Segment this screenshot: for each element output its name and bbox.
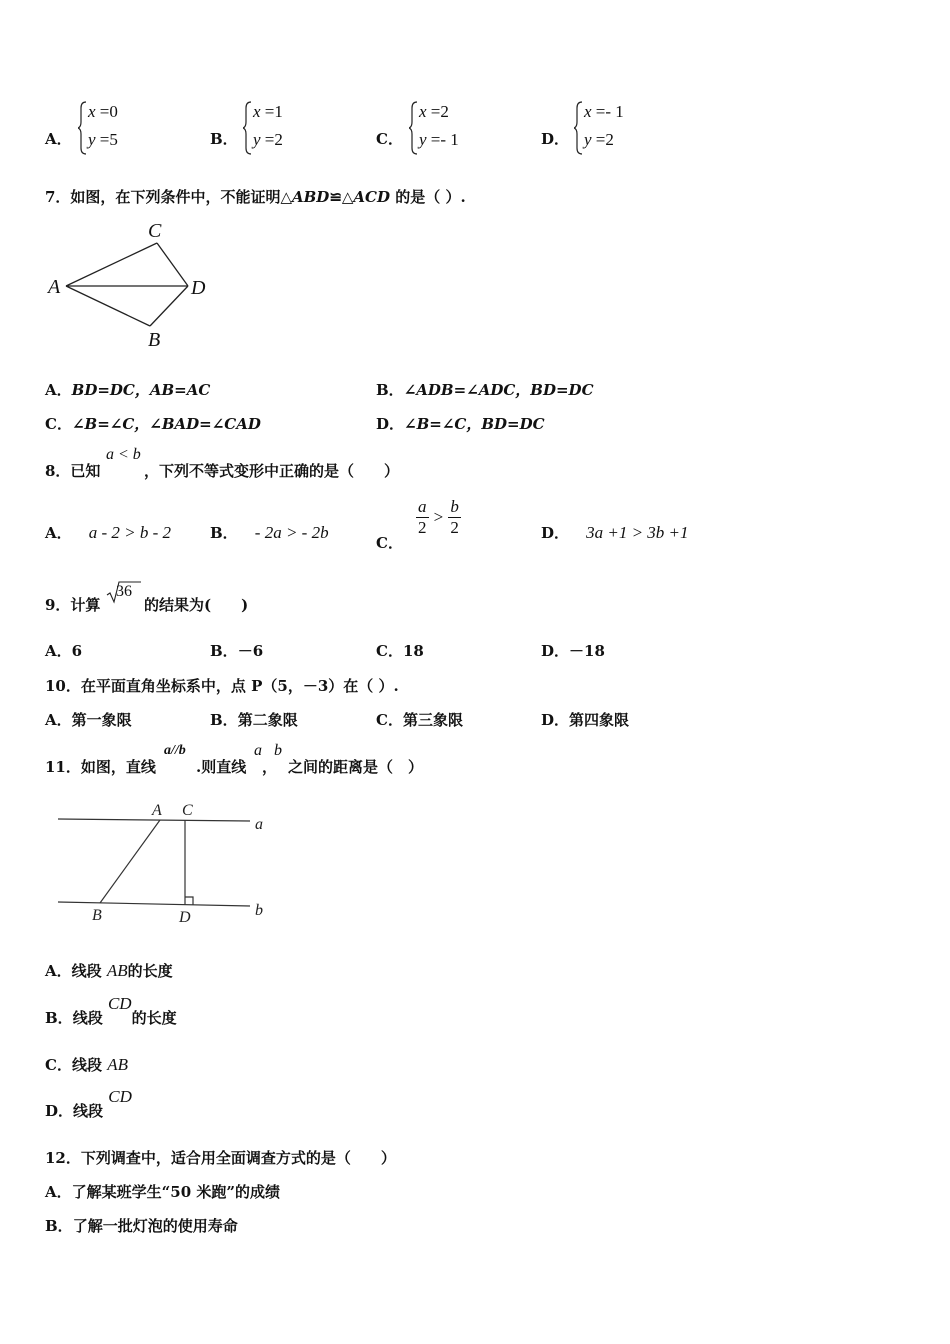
brace-icon [78, 100, 88, 156]
q11-parallel: a//b [164, 743, 186, 758]
q11-figure [50, 795, 280, 930]
q10-option-a-text: 第一象限 [71, 711, 132, 729]
q7-option-d[interactable] [376, 413, 545, 434]
q8-option-b[interactable] [210, 522, 329, 543]
q9-option-c-label: C． [376, 642, 403, 660]
q7-label-b: B [148, 329, 161, 351]
q8-option-a-label: A． [45, 524, 72, 542]
q8-option-d-text: 3a +1 > 3b +1 [586, 523, 689, 542]
q8-stem [45, 460, 100, 481]
q9-stem-suffix: 的结果为( ) [144, 596, 249, 614]
q7-option-c-text: ∠B=∠C，∠BAD=∠CAD [71, 415, 261, 433]
q6-a-eq2-val: =5 [99, 130, 118, 149]
q6-option-c-label: C． [376, 130, 403, 148]
q6-a-eq1-val: =0 [99, 102, 118, 121]
q6-option-d-label: D． [541, 130, 570, 148]
q7-label-a: A [48, 276, 61, 298]
q7-option-b[interactable] [376, 379, 594, 400]
q9-option-b[interactable] [210, 640, 263, 661]
q6-b-eq1-var: x [253, 102, 261, 121]
q6-option-d-system [574, 100, 664, 156]
q8-option-c-frac-1 [416, 497, 429, 538]
q8-option-c-label: C． [376, 534, 403, 552]
q9-option-d-text: －18 [569, 642, 605, 660]
q9-option-a-label: A． [45, 642, 72, 660]
q6-b-eq1-val: =1 [264, 102, 283, 121]
brace-icon [243, 100, 253, 156]
q11-option-c[interactable] [45, 1054, 128, 1075]
q10-stem: 10．在平面直角坐标系中，点 P（5，－3）在（ ）. [45, 677, 399, 695]
q9-option-c[interactable] [376, 640, 424, 661]
q12-option-a-label: A． [45, 1183, 72, 1201]
q8-c-frac1-num: a [418, 497, 427, 516]
q9-option-a-text: 6 [71, 642, 83, 660]
q11-stem-suffix: 之间的距离是（ ） [288, 758, 424, 776]
q11-option-a[interactable] [45, 960, 173, 981]
right-angle-icon [185, 897, 193, 905]
q11-option-a-seg: AB [106, 961, 128, 980]
q8-c-operator: > [433, 507, 444, 527]
q7-stem-prefix: 7．如图，在下列条件中，不能证明△ [45, 188, 292, 206]
q11-option-d-prefix: 线段 [73, 1102, 104, 1120]
q11-option-d-label: D． [45, 1102, 74, 1120]
q7-option-c[interactable] [45, 413, 261, 434]
q9-option-d[interactable] [541, 640, 605, 661]
q6-c-eq2-val: =- 1 [430, 130, 459, 149]
q11-line-b-stroke [58, 902, 250, 906]
q6-option-a-system [78, 100, 158, 156]
q8-option-b-text: - 2a > - 2b [254, 523, 329, 542]
q12-option-a-text: 了解某班学生“50 米跑”的成绩 [71, 1183, 280, 1201]
q11-line-b: b [274, 742, 282, 759]
q12-option-a[interactable] [45, 1181, 280, 1202]
q6-option-c-system [409, 100, 499, 156]
q7-segment-cd [157, 243, 188, 286]
q12-option-b[interactable] [45, 1215, 238, 1236]
q7-segment-bd [150, 286, 188, 326]
q6-d-eq2-var: y [584, 130, 592, 149]
q7-option-d-label: D． [376, 415, 405, 433]
q11-option-d[interactable] [45, 1087, 132, 1121]
q6-b-eq2-var: y [253, 130, 261, 149]
q10-option-d[interactable] [541, 709, 629, 730]
q12-stem: 12．下列调查中，适合用全面调查方式的是（ ） [45, 1149, 396, 1167]
q7-option-c-label: C． [45, 415, 72, 433]
q11-label-a: A [152, 802, 162, 819]
q7-option-b-text: ∠ADB=∠ADC，BD=DC [403, 381, 594, 399]
q6-d-eq2-val: =2 [595, 130, 614, 149]
q11-option-b-label: B． [45, 1009, 73, 1027]
brace-icon [574, 100, 584, 156]
q7-segment-ac [66, 243, 157, 286]
q9-option-c-text: 18 [402, 642, 424, 660]
q8-c-frac2-den: 2 [450, 518, 459, 537]
q7-option-b-label: B． [376, 381, 404, 399]
q9-radicand: 36 [116, 583, 132, 600]
q8-option-d-label: D． [541, 524, 570, 542]
q11-label-line-b: b [255, 902, 263, 919]
q8-stem-prefix: 8．已知 [45, 462, 101, 480]
q10-option-d-text: 第四象限 [569, 711, 630, 729]
q11-option-b-seg: CD [107, 994, 132, 1013]
q6-d-eq1-val: =- 1 [595, 102, 624, 121]
q6-c-eq1-var: x [419, 102, 427, 121]
q11-label-d: D [179, 909, 191, 926]
q11-option-b-suffix: 的长度 [131, 1009, 177, 1027]
q9-option-a[interactable] [45, 640, 82, 661]
q7-stem-triangle-2: ACD [353, 188, 391, 206]
q11-line-a: a [254, 742, 262, 759]
q7-option-a[interactable] [45, 379, 210, 400]
q11-stem-prefix: 11．如图，直线 [45, 758, 156, 776]
q8-condition: a < b [106, 446, 141, 463]
q7-segment-ab [66, 286, 150, 326]
q9-option-b-text: －6 [237, 642, 264, 660]
q11-segment-ab [100, 820, 160, 903]
q11-option-b[interactable] [45, 994, 177, 1028]
q10-option-c-text: 第三象限 [402, 711, 463, 729]
q7-option-d-text: ∠B=∠C，BD=DC [404, 415, 545, 433]
q11-option-d-seg: CD [108, 1087, 132, 1106]
q8-option-a[interactable] [45, 522, 171, 543]
q11-option-a-suffix: 的长度 [127, 962, 173, 980]
q7-stem [45, 186, 466, 207]
q12-option-b-text: 了解一批灯泡的使用寿命 [72, 1217, 238, 1235]
q10-option-b-text: 第二象限 [237, 711, 298, 729]
q9-stem-prefix: 9．计算 [45, 596, 101, 614]
q8-option-c-frac-2 [448, 497, 461, 538]
brace-icon [409, 100, 419, 156]
q7-stem-triangle-1: ABD [291, 188, 330, 206]
q11-option-b-prefix: 线段 [72, 1009, 103, 1027]
q7-option-a-text: BD=DC，AB=AC [71, 381, 211, 399]
q8-option-a-text: a - 2 > b - 2 [88, 523, 172, 542]
q10-option-a-label: A． [45, 711, 72, 729]
q6-c-eq1-val: =2 [430, 102, 449, 121]
q7-figure [40, 215, 230, 355]
q6-option-a-label: A． [45, 130, 72, 148]
q11-option-c-prefix: 线段 [71, 1056, 102, 1074]
q6-b-eq2-val: =2 [264, 130, 283, 149]
q8-stem-suffix: ，下列不等式变形中正确的是（ ） [144, 462, 400, 480]
q11-comma: ， [262, 758, 278, 776]
q10-option-a[interactable] [45, 709, 132, 730]
q8-option-d[interactable] [541, 522, 689, 543]
q6-option-b-label: B． [210, 130, 238, 148]
q11-line-a-stroke [58, 819, 250, 821]
q6-option-b-system [243, 100, 323, 156]
q8-option-b-label: B． [210, 524, 238, 542]
q11-label-line-a: a [255, 816, 263, 833]
q10-option-c-label: C． [376, 711, 403, 729]
q11-option-c-label: C． [45, 1056, 72, 1074]
q7-label-d: D [191, 277, 206, 299]
q10-option-c[interactable] [376, 709, 463, 730]
q7-option-a-label: A． [45, 381, 72, 399]
q11-label-c: C [182, 802, 193, 819]
q7-stem-congruent: ≌△ [329, 188, 354, 206]
q7-label-c: C [148, 220, 162, 242]
q11-option-a-label: A． [45, 962, 72, 980]
q6-a-eq2-var: y [88, 130, 96, 149]
q11-option-c-seg: AB [107, 1055, 128, 1074]
q9-option-d-label: D． [541, 642, 570, 660]
q7-stem-suffix: 的是（ ）. [390, 188, 466, 206]
q11-stem-mid: .则直线 [196, 758, 247, 776]
q6-d-eq1-var: x [584, 102, 592, 121]
q9-option-b-label: B． [210, 642, 238, 660]
q6-a-eq1-var: x [88, 102, 96, 121]
q8-option-c[interactable] [376, 497, 461, 552]
q11-label-b: B [92, 907, 102, 924]
q6-c-eq2-var: y [419, 130, 427, 149]
q10-option-b[interactable] [210, 709, 298, 730]
q10-option-b-label: B． [210, 711, 238, 729]
q8-c-frac2-num: b [450, 497, 459, 516]
q10-option-d-label: D． [541, 711, 570, 729]
q8-c-frac1-den: 2 [418, 518, 427, 537]
q12-option-b-label: B． [45, 1217, 73, 1235]
q11-option-a-prefix: 线段 [71, 962, 102, 980]
